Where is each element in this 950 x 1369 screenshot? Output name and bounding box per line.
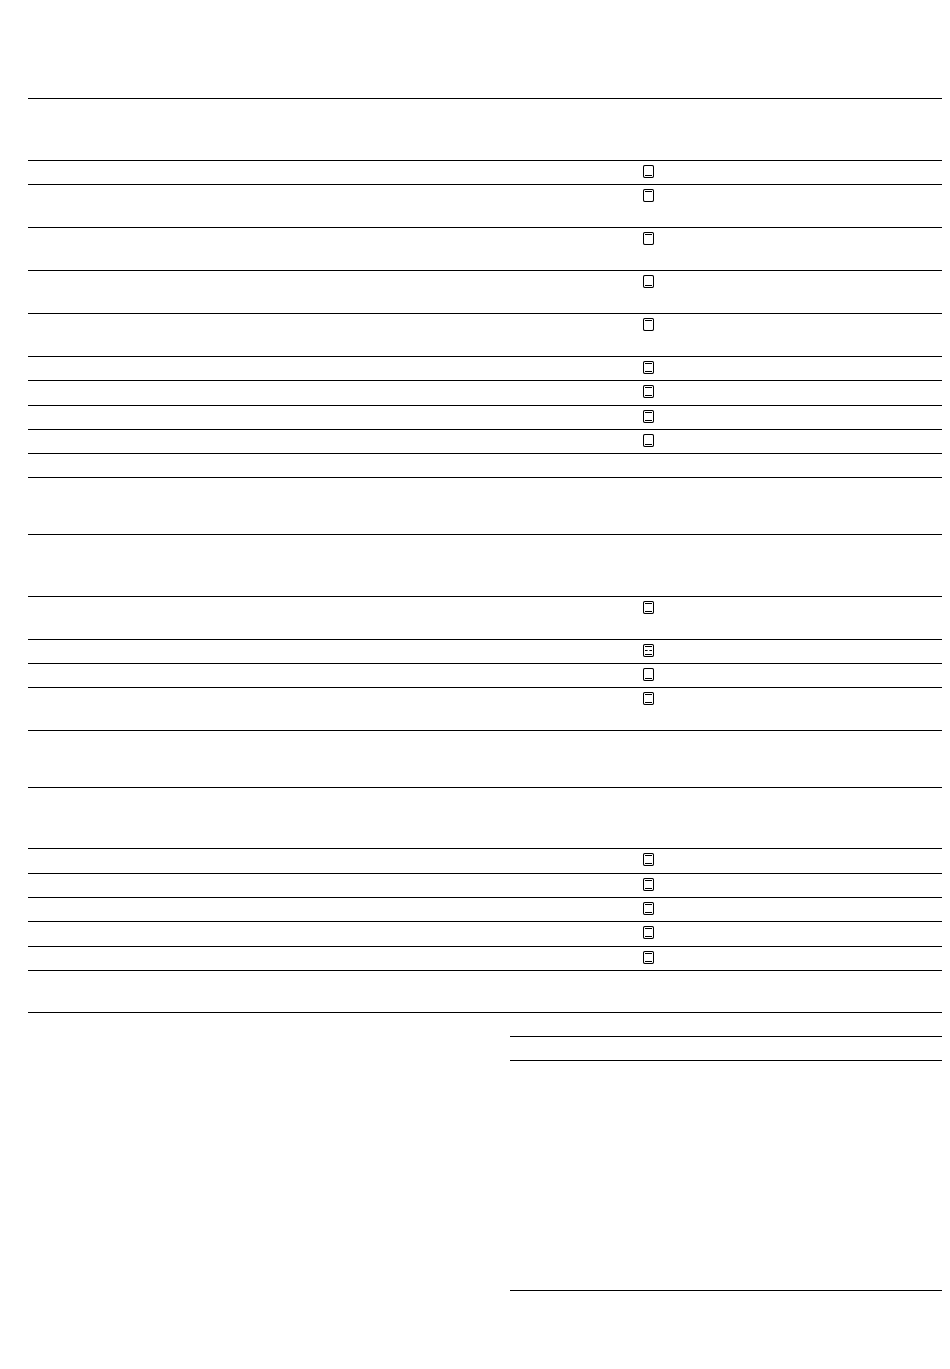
side-table-rule <box>510 1036 942 1037</box>
row-divider <box>28 730 942 731</box>
header-top-rule <box>28 98 942 99</box>
row-divider <box>28 639 942 640</box>
oven-top-bottom-heat-icon <box>643 361 654 374</box>
oven-top-bottom-heat-icon <box>643 692 654 705</box>
row-divider <box>28 946 942 947</box>
row-divider <box>28 477 942 478</box>
row-divider <box>28 429 942 430</box>
row-divider <box>28 921 942 922</box>
row-divider <box>28 848 942 849</box>
row-divider <box>28 160 942 161</box>
row-divider <box>28 534 942 535</box>
row-divider <box>28 596 942 597</box>
row-divider <box>28 270 942 271</box>
row-divider <box>28 970 942 971</box>
oven-top-heat-icon <box>643 189 654 202</box>
oven-top-bottom-heat-icon <box>643 410 654 423</box>
oven-top-bottom-heat-icon <box>643 853 654 866</box>
oven-top-heat-icon <box>643 318 654 331</box>
row-divider <box>28 897 942 898</box>
oven-bottom-heat-icon <box>643 668 654 681</box>
row-divider <box>28 687 942 688</box>
row-divider <box>28 787 942 788</box>
oven-top-bottom-heat-icon <box>643 926 654 939</box>
oven-top-bottom-heat-icon <box>643 601 654 614</box>
oven-split-heat-icon <box>643 644 654 657</box>
row-divider <box>28 663 942 664</box>
row-divider <box>28 453 942 454</box>
row-divider <box>28 873 942 874</box>
row-divider <box>28 227 942 228</box>
oven-bottom-heat-icon <box>643 434 654 447</box>
side-table-rule <box>510 1060 942 1061</box>
oven-top-bottom-heat-icon <box>643 878 654 891</box>
row-divider <box>28 356 942 357</box>
table-bottom-rule <box>28 1012 942 1013</box>
oven-top-bottom-heat-icon <box>643 951 654 964</box>
oven-top-bottom-heat-icon <box>643 902 654 915</box>
row-divider <box>28 405 942 406</box>
row-divider <box>28 313 942 314</box>
row-divider <box>28 184 942 185</box>
oven-bottom-heat-icon <box>643 275 654 288</box>
oven-top-heat-icon <box>643 232 654 245</box>
side-table-bottom-rule <box>510 1290 942 1291</box>
oven-bottom-heat-icon <box>643 165 654 178</box>
oven-top-bottom-heat-icon <box>643 385 654 398</box>
row-divider <box>28 380 942 381</box>
